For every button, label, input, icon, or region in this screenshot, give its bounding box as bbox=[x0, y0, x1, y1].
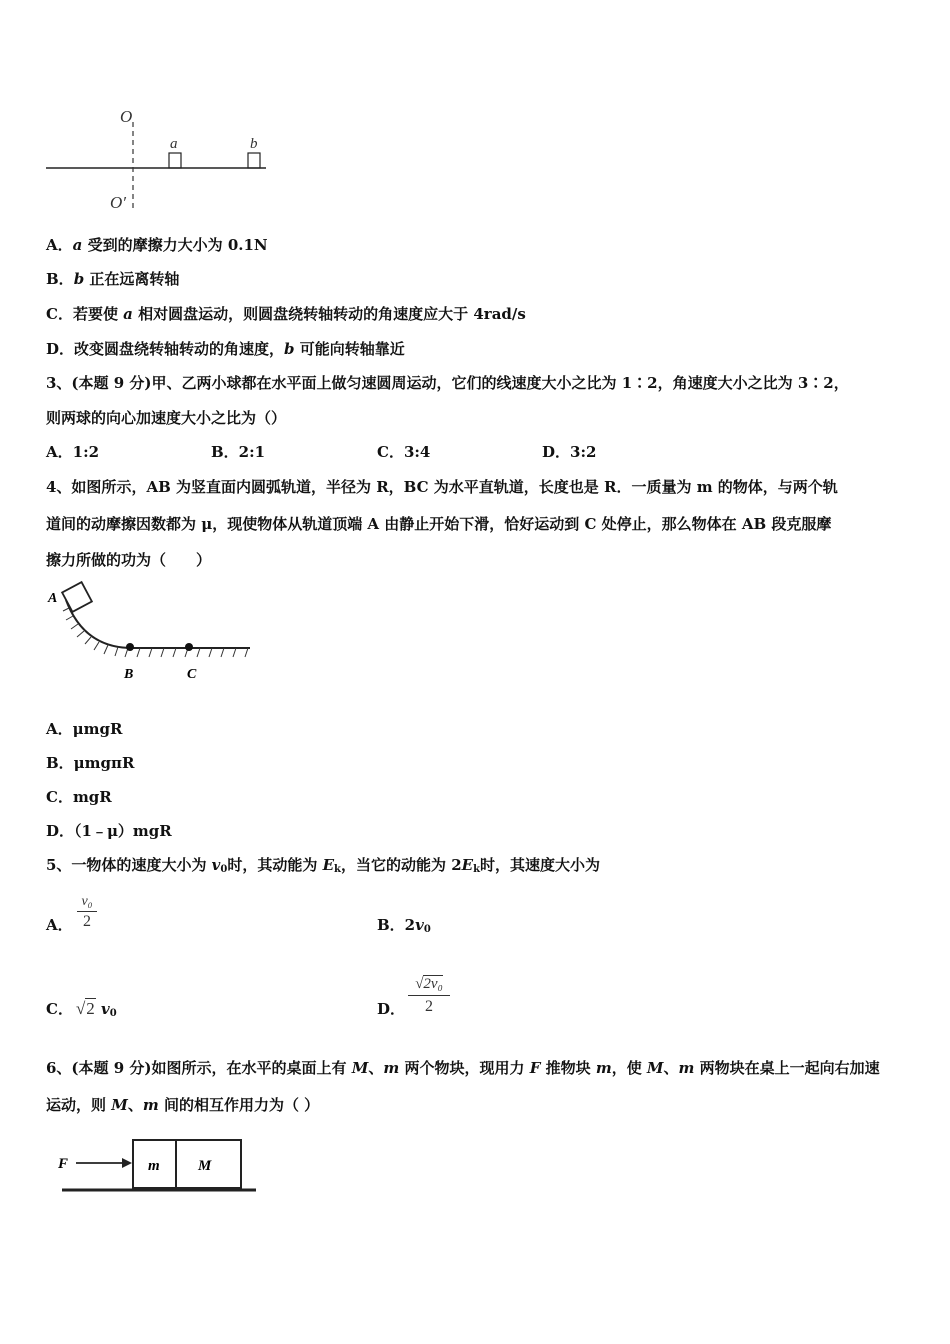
q4-option-b: B．μmgπR bbox=[46, 754, 135, 772]
q3-option-b: B．2:1 bbox=[211, 443, 266, 461]
q2-option-c: C．若要使 a 相对圆盘运动，则圆盘绕转轴转动的角速度应大于 4rad/s bbox=[46, 305, 526, 323]
q5-option-d-fraction bbox=[408, 974, 450, 1018]
fig6-label-M: M bbox=[198, 1158, 212, 1174]
fig4-label-B: B bbox=[124, 667, 134, 682]
q6-stem-line1: 6、(本题 9 分)如图所示，在水平的桌面上有 M、m 两个物块，现用力 F 推物块 m，使 M、m 两物块在桌上一起向右加速 bbox=[46, 1059, 880, 1077]
q5-option-b: B．$2v_0$ bbox=[377, 916, 431, 935]
q5-option-c: C． √2 $v_0$ bbox=[46, 999, 117, 1019]
q5-c-radical: √2 bbox=[75, 999, 95, 1018]
figure-blocks-push bbox=[56, 1130, 262, 1202]
fig1-label-b: b bbox=[250, 136, 258, 152]
q5-option-d-label: D． bbox=[377, 1000, 406, 1018]
q5-d-denominator: 2 bbox=[408, 995, 450, 1018]
fig1-label-a: a bbox=[170, 136, 178, 152]
q6-stem-line2: 运动，则 M、m 间的相互作用力为（ ） bbox=[46, 1096, 320, 1114]
q5-stem: 5、一物体的速度大小为 $v_0$时，其动能为 $E_k$，当它的动能为 $2E_k$时，其速度大小为 bbox=[46, 856, 601, 875]
q2-option-b: B．b 正在远离转轴 bbox=[46, 270, 180, 288]
q5-a-numerator: v₀ bbox=[81, 894, 93, 909]
q4-stem-line1: 4、如图所示，AB 为竖直面内圆弧轨道，半径为 R，BC 为水平直轨道，长度也是 R．一质量为 m 的物体，与两个轨 bbox=[46, 478, 838, 496]
q3-option-a: A．1:2 bbox=[46, 443, 100, 461]
q4-stem-line2: 道间的动摩擦因数都为 μ，现使物体从轨道顶端 A 由静止开始下滑，恰好运动到 C 处停止，那么物体在 AB 段克服摩 bbox=[46, 515, 832, 533]
figure-arc-track bbox=[44, 580, 264, 690]
fig4-label-A: A bbox=[48, 591, 58, 606]
q5-a-denominator: 2 bbox=[77, 911, 97, 932]
q5-option-a-fraction bbox=[77, 893, 97, 932]
q5-option-a-label: A． bbox=[46, 916, 73, 934]
fig1-label-O: O bbox=[120, 107, 133, 126]
q2-option-a: A．a 受到的摩擦力大小为 0.1N bbox=[46, 236, 268, 254]
q4-option-c: C．mgR bbox=[46, 788, 112, 806]
q3-option-c: C．3:4 bbox=[377, 443, 431, 461]
q3-option-d: D．3:2 bbox=[542, 443, 597, 461]
q4-stem-line3: 擦力所做的功为（ ） bbox=[46, 551, 212, 569]
figure-disc-axis bbox=[44, 100, 274, 218]
q4-option-a: A．μmgR bbox=[46, 720, 123, 738]
fig6-label-F: F bbox=[58, 1156, 69, 1172]
q3-stem-line1: 3、(本题 9 分)甲、乙两小球都在水平面上做匀速圆周运动，它们的线速度大小之比为 1∶2，角速度大小之比为 3∶2， bbox=[46, 374, 849, 392]
q3-stem-line2: 则两球的向心加速度大小之比为（） bbox=[46, 409, 287, 427]
fig6-label-m: m bbox=[148, 1158, 160, 1174]
fig4-label-C: C bbox=[187, 667, 197, 682]
q2-option-d: D．改变圆盘绕转轴转动的角速度，b 可能向转轴靠近 bbox=[46, 340, 405, 358]
fig1-label-O-prime: O′ bbox=[110, 193, 126, 212]
q4-option-d: D．（1﹣μ）mgR bbox=[46, 822, 172, 840]
q5-d-numerator: √2v₀ bbox=[415, 976, 443, 992]
